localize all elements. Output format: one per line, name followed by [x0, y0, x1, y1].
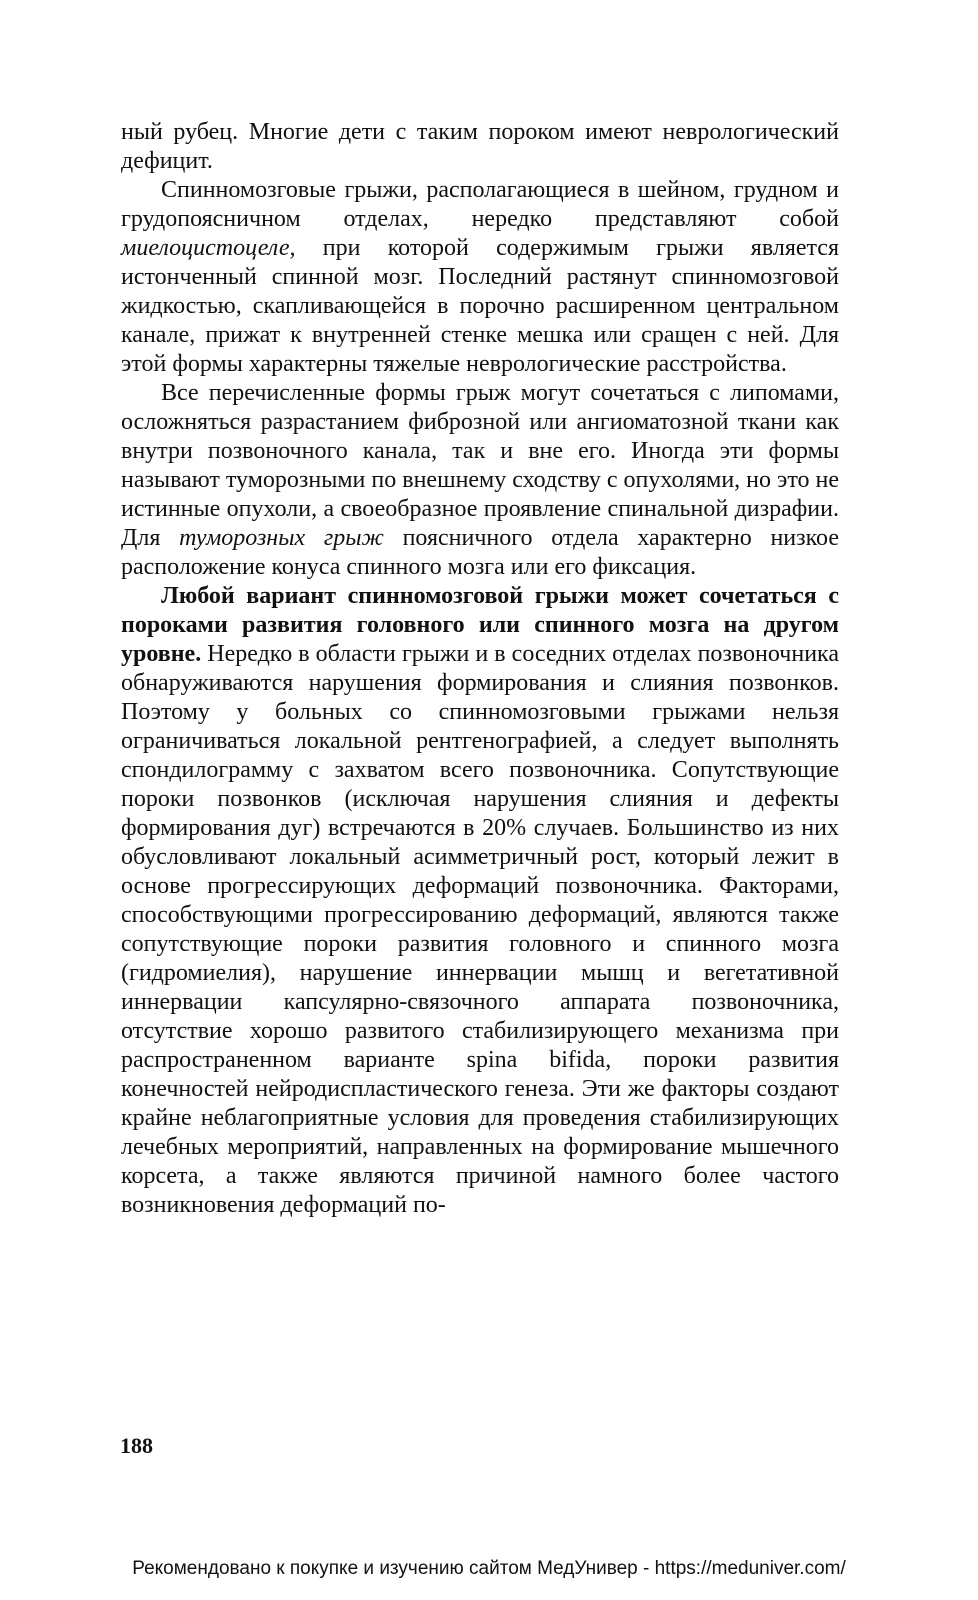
paragraph-3-term-tumorous-hernias: туморозных грыж — [179, 525, 384, 551]
paragraph-2-text-a: Спинномозговые грыжи, располагающиеся в шейном, грудном и грудопоясничном отделах, нередко представляют собой — [121, 177, 839, 232]
paragraph-1 — [121, 118, 839, 176]
paragraph-3 — [121, 379, 839, 582]
body-text — [121, 118, 839, 1220]
paragraph-1-text: ный рубец. Многие дети с таким пороком имеют неврологический дефицит. — [121, 119, 839, 174]
page-number: 188 — [120, 1433, 153, 1458]
paragraph-2 — [121, 176, 839, 379]
paragraph-2-term-myelocystocele: миелоцистоцеле, — [121, 235, 296, 261]
paragraph-4 — [121, 582, 839, 1220]
footer-recommendation: Рекомендовано к покупке и изучению сайтом МедУнивер - https://meduniver.com/ — [132, 1558, 846, 1579]
paragraph-4-text: Нередко в области грыжи и в соседних отделах позвоночника обнаруживаются нарушения формирования и слияния позвонков. Поэтому у больных со спинномозговыми грыжами нельзя ограничиваться локальной рентгенографией, а следует выполнять спондилограмму с захватом всего позвоночника. Сопутствующие пороки позвонков (исключая нарушения слияния и дефекты формирования дуг) встречаются в 20% случаев. Большинство из них обусловливают локальный асимметричный рост, который лежит в основе прогрессирующих деформаций позвоночника. Факторами, способствующими прогрессированию деформаций, являются также сопутствующие пороки развития головного и спинного мозга (гидромиелия), нарушение иннервации мышц и вегетативной иннервации капсулярно-связочного аппарата позвоночника, отсутствие хорошо развитого стабилизирующего механизма при распространенном варианте spina bifida, пороки развития конечностей нейродиспластического генеза. Эти же факторы создают крайне неблагоприятные условия для проведения стабилизирующих лечебных мероприятий, направленных на формирование мышечного корсета, а также являются причиной намного более частого возникновения деформаций по- — [121, 641, 839, 1218]
paragraph-3-text-a: Все перечисленные формы грыж могут сочетаться с липомами, осложняться разрастанием фиброзной или ангиоматозной ткани как внутри позвоночного канала, так и вне его. Иногда эти формы называют туморозными по внешнему сходству с опухолями, но это не истинные опухоли, а своеобразное проявление спинальной дизрафии. Для — [121, 380, 839, 551]
paragraph-4-bold-statement: Любой вариант спинномозговой грыжи может сочетаться с пороками развития головного или спинного мозга на другом уровне. — [121, 583, 839, 667]
paragraph-3-text-b: поясничного отдела характерно низкое расположение конуса спинного мозга или его фиксация. — [121, 525, 840, 580]
paragraph-2-text-b: при которой содержимым грыжи является истонченный спинной мозг. Последний растянут спинномозговой жидкостью, скапливающейся в порочно расширенном центральном канале, прижат к внутренней стенке мешка или сращен с ней. Для этой формы характерны тяжелые неврологические расстройства. — [121, 235, 839, 377]
